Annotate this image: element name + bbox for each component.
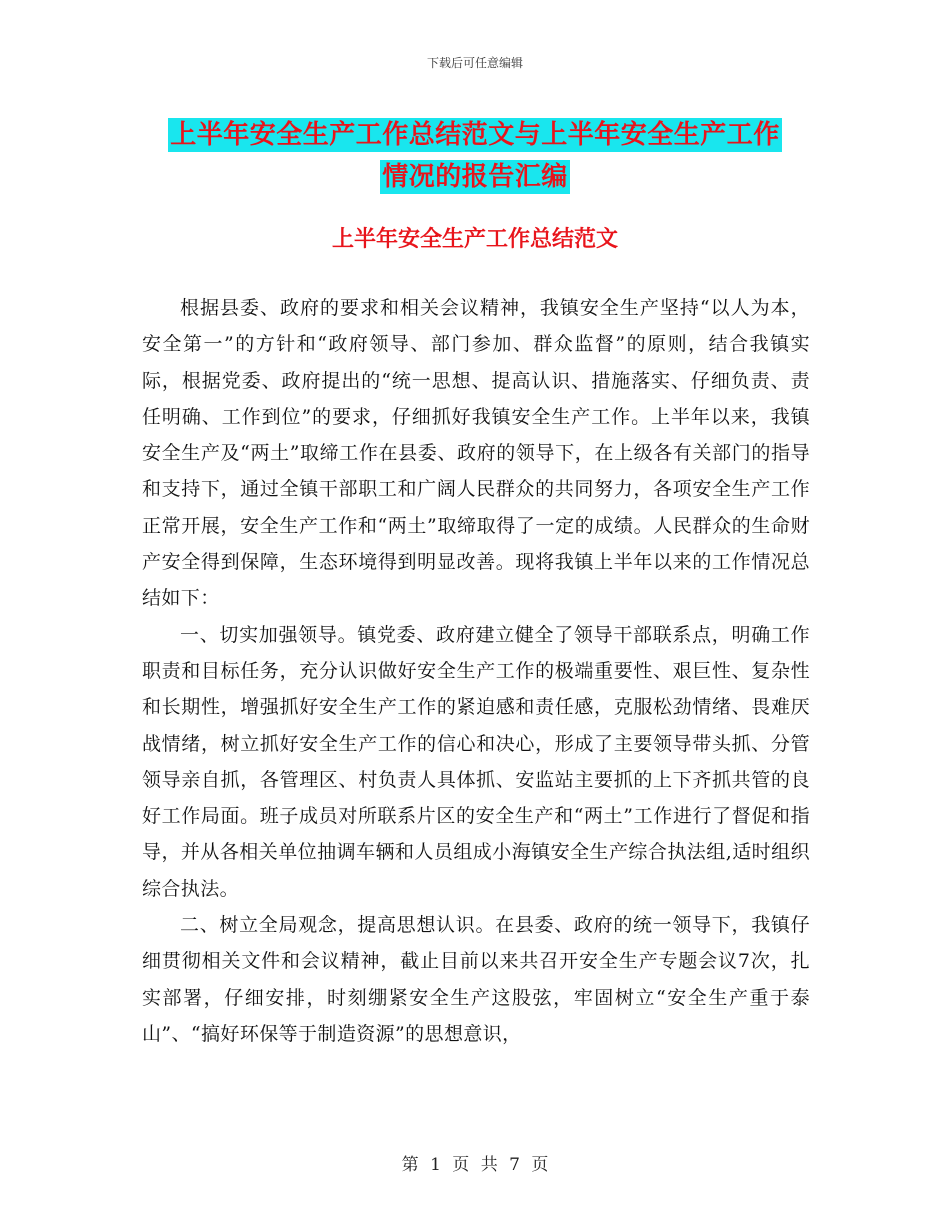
document-body [142,290,810,1052]
paragraph-intro: 根据县委、政府的要求和相关会议精神，我镇安全生产坚持“以人为本，安全第一”的方针和“政府领导、部门参加、群众监督”的原则，结合我镇实际，根据党委、政府提出的“统一思想、提高认识、措施落实、仔细负责、责任明确、工作到位”的要求，仔细抓好我镇安全生产工作。上半年以来，我镇安全生产及“两土”取缔工作在县委、政府的领导下，在上级各有关部门的指导和支持下，通过全镇干部职工和广阔人民群众的共同努力，各项安全生产工作正常开展，安全生产工作和“两土”取缔取得了一定的成绩。人民群众的生命财产安全得到保障，生态环境得到明显改善。现将我镇上半年以来的工作情况总结如下： [142,297,810,610]
document-title-line-1-text: 上半年安全生产工作总结范文与上半年安全生产工作 [170,120,780,150]
document-title-line-1 [0,114,950,151]
paragraph-leadership: 一、切实加强领导。镇党委、政府建立健全了领导干部联系点，明确工作职责和目标任务，充分认识做好安全生产工作的极端重要性、艰巨性、复杂性和长期性，增强抓好安全生产工作的紧迫感和责任感，克服松劲情绪、畏难厌战情绪，树立抓好安全生产工作的信心和决心，形成了主要领导带头抓、分管领导亲自抓，各管理区、村负责人具体抓、安监站主要抓的上下齐抓共管的良好工作局面。班子成员对所联系片区的安全生产和“两土”工作进行了督促和指导，并从各相关单位抽调车辆和人员组成小海镇安全生产综合执法组,适时组织综合执法。 [142,623,810,900]
document-title-line-2-text: 情况的报告汇编 [382,162,568,192]
page-number: 第 1 页 共 7 页 [401,1155,549,1175]
header-note: 下载后可任意编辑 [426,56,523,70]
document-title-line-2 [0,156,950,193]
section-title: 上半年安全生产工作总结范文 [331,226,618,252]
paragraph-awareness: 二、树立全局观念，提高思想认识。在县委、政府的统一领导下，我镇仔细贯彻相关文件和会议精神，截止目前以来共召开安全生产专题会议7次，扎实部署，仔细安排，时刻绷紧安全生产这股弦，牢固树立“安全生产重于泰山”、“搞好环保等于制造资源”的思想意识， [142,914,810,1045]
